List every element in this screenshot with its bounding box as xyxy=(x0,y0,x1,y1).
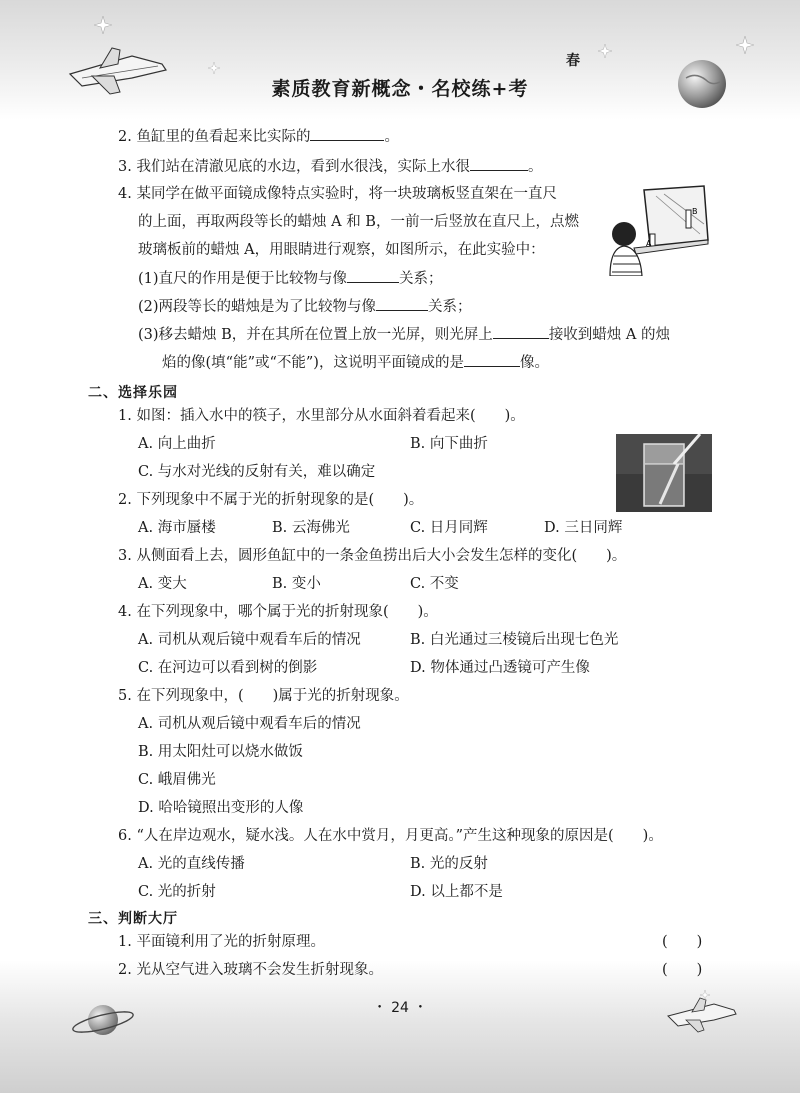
judge-question-2: 2. 光从空气进入玻璃不会发生折射现象。 xyxy=(118,962,383,978)
answer-paren[interactable]: ( ) xyxy=(662,934,703,950)
choice-question-3: 3. 从侧面看上去，圆形鱼缸中的一条金鱼捞出后大小会发生怎样的变化( )。 xyxy=(118,548,627,564)
choice-question-6: 6. “人在岸边观水，疑水浅。人在水中赏月，月更高。”产生这种现象的原因是( )。 xyxy=(118,828,663,844)
star-icon xyxy=(208,62,220,74)
choice-option[interactable]: C. 不变 xyxy=(410,576,459,592)
choice-option[interactable]: B. 云海佛光 xyxy=(272,520,350,536)
choice-option[interactable]: A. 司机从观后镜中观看车后的情况 xyxy=(138,716,361,732)
choice-option[interactable]: A. 向上曲折 xyxy=(138,436,216,452)
choice-option[interactable]: B. 向下曲折 xyxy=(410,436,488,452)
choice-option[interactable]: D. 以上都不是 xyxy=(410,884,503,900)
question-fill-4-sub2: (2)两段等长的蜡烛是为了比较物与像 关系； xyxy=(138,296,472,317)
answer-blank[interactable] xyxy=(310,126,384,141)
choice-option[interactable]: B. 用太阳灶可以烧水做饭 xyxy=(138,744,303,760)
question-fill-2: 2. 鱼缸里的鱼看起来比实际的 。 xyxy=(118,126,399,147)
section-heading-choice: 二、选择乐园 xyxy=(88,385,178,401)
chopstick-in-water-photo xyxy=(616,434,712,512)
star-icon xyxy=(94,16,112,34)
choice-option[interactable]: A. 光的直线传播 xyxy=(138,856,245,872)
choice-option[interactable]: A. 变大 xyxy=(138,576,187,592)
choice-option[interactable]: D. 三日同辉 xyxy=(544,520,623,536)
section-heading-judge: 三、判断大厅 xyxy=(88,911,178,927)
choice-question-1: 1. 如图：插入水中的筷子，水里部分从水面斜着看起来( )。 xyxy=(118,408,525,424)
question-fill-4-line2: 的上面，再取两段等长的蜡烛 A 和 B，一前一后竖放在直尺上，点燃 xyxy=(138,214,579,230)
answer-blank[interactable] xyxy=(464,352,520,367)
choice-option[interactable]: D. 哈哈镜照出变形的人像 xyxy=(138,800,304,816)
star-icon xyxy=(598,44,612,58)
choice-question-5: 5. 在下列现象中，( )属于光的折射现象。 xyxy=(118,688,409,704)
star-icon xyxy=(736,36,754,54)
choice-option[interactable]: C. 在河边可以看到树的倒影 xyxy=(138,660,318,676)
mirror-experiment-illustration xyxy=(604,184,712,276)
choice-option[interactable]: A. 司机从观后镜中观看车后的情况 xyxy=(138,632,361,648)
question-fill-4-line3: 玻璃板前的蜡烛 A，用眼睛进行观察，如图所示，在此实验中： xyxy=(138,242,545,258)
answer-paren[interactable]: ( ) xyxy=(662,962,703,978)
answer-blank[interactable] xyxy=(493,324,549,339)
choice-option[interactable]: B. 白光通过三棱镜后出现七色光 xyxy=(410,632,619,648)
question-fill-4-line1: 4. 某同学在做平面镜成像特点实验时，将一块玻璃板竖直架在一直尺 xyxy=(118,186,557,202)
choice-option[interactable]: D. 物体通过凸透镜可产生像 xyxy=(410,660,590,676)
judge-question-1: 1. 平面镜利用了光的折射原理。 xyxy=(118,934,325,950)
question-fill-4-sub3-cont: 焰的像(填“能”或“不能”)，这说明平面镜成的是 像。 xyxy=(162,352,549,373)
choice-option[interactable]: B. 变小 xyxy=(272,576,321,592)
answer-blank[interactable] xyxy=(347,268,399,283)
page-number: ・ 24 ・ xyxy=(372,1000,428,1016)
question-fill-4-sub1: (1)直尺的作用是便于比较物与像 关系； xyxy=(138,268,443,289)
svg-text:B: B xyxy=(692,207,698,216)
page-title: 素质教育新概念・名校练+考 xyxy=(271,78,529,100)
season-tag: 春 xyxy=(566,53,580,69)
question-fill-4-sub3: (3)移去蜡烛 B，并在其所在位置上放一光屏，则光屏上 接收到蜡烛 A 的烛 xyxy=(138,324,670,345)
answer-blank[interactable] xyxy=(470,156,528,171)
answer-blank[interactable] xyxy=(376,296,428,311)
svg-text:A: A xyxy=(646,239,652,248)
choice-question-4: 4. 在下列现象中，哪个属于光的折射现象( )。 xyxy=(118,604,438,620)
question-fill-3: 3. 我们站在清澈见底的水边，看到水很浅，实际上水很 。 xyxy=(118,156,542,177)
choice-option[interactable]: B. 光的反射 xyxy=(410,856,488,872)
choice-option[interactable]: C. 光的折射 xyxy=(138,884,216,900)
choice-option[interactable]: C. 峨眉佛光 xyxy=(138,772,216,788)
choice-option[interactable]: C. 与水对光线的反射有关，难以确定 xyxy=(138,464,376,480)
choice-option[interactable]: C. 日月同辉 xyxy=(410,520,488,536)
choice-question-2: 2. 下列现象中不属于光的折射现象的是( )。 xyxy=(118,492,424,508)
choice-option[interactable]: A. 海市蜃楼 xyxy=(138,520,216,536)
